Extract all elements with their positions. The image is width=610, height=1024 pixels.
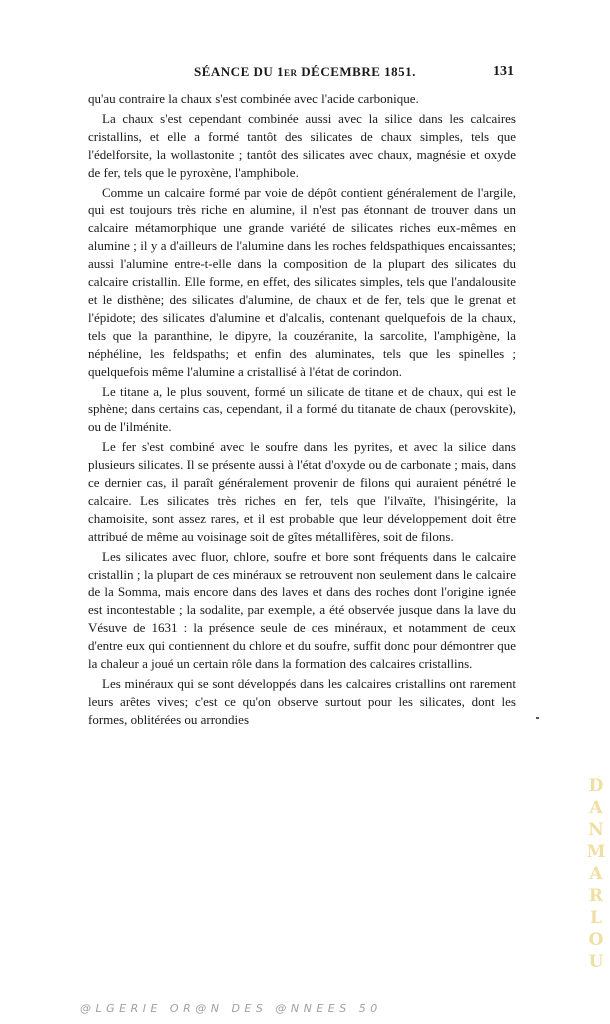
paragraph: La chaux s'est cependant combinée aussi avec la silice dans les calcaires cristallins, et elle a formé tantôt des silicates de chaux simples, tels que l'édelforsite, la wollastonite ; tantôt des silicates avec chaux, magnésie et oxyde de fer, tels que le pyroxène, l'amphibole.: [88, 110, 516, 180]
paragraph: Le fer s'est combiné avec le soufre dans les pyrites, et avec la silice dans plusieurs silicates. Il se présente aussi à l'état d'oxyde ou de carbonate ; mais, dans ce dernier cas, il paraît généralement provenir de filons qui auraient pénétré le calcaire. Les silicates très riches en fer, tels que l'ilvaïte, l'hisingérite, la chamoisite, sont assez rares, et il est probable que leur développement doit être attribué de même au voisinage soit de gîtes métallifères, soit de filons.: [88, 439, 516, 544]
page-number: 131: [493, 64, 514, 79]
header-title: SÉANCE DU 1er DÉCEMBRE 1851.: [194, 64, 416, 79]
running-header: [88, 64, 516, 84]
paragraph: Les minéraux qui se sont développés dans les calcaires cristallins ont rarement leurs arêtes vives; c'est ce qu'on observe surtout pour les silicates, dont les formes, oblitérées ou arrondies: [88, 676, 516, 727]
paragraph: Comme un calcaire formé par voie de dépôt contient généralement de l'argile, qui est toujours très riche en alumine, il n'est pas étonnant de trouver dans un calcaire métamorphique une grande variété de silicates riches eux-mêmes en alumine ; il y a d'ailleurs de l'alumine dans les roches feldspathiques encaissantes; aussi l'alumine entre-t-elle dans la composition de la plupart des silicates du calcaire cristallin. Elle forme, en effet, des silicates simples, tels que l'andalousite et le disthène; des silicates d'alumine, de chaux et de fer, tels que le grenat et l'épidote; des silicates d'alumine et d'alcalis, contenant quelquefois de la chaux, tels que la paranthine, le dipyre, la couzéranite, la sarcolite, l'amphigène, la néphéline, les feldspaths; et enfin des aluminates, tels que les spinelles ; quelquefois même l'alumine a cristallisé à l'état de corindon.: [88, 184, 516, 379]
side-watermark: DANMARLOU: [586, 776, 606, 974]
paragraph: Le titane a, le plus souvent, formé un silicate de titane et de chaux, qui est le sphène; dans certains cas, cependant, il a formé du titanate de chaux (perovskite), ou de l'ilménite.: [88, 383, 516, 435]
paragraph: qu'au contraire la chaux s'est combinée avec l'acide carbonique.: [88, 91, 419, 106]
footer-watermark: @LGERIE OR@N DES @NNEES 50: [80, 1002, 382, 1015]
ink-speck: [536, 717, 539, 719]
paragraph: Les silicates avec fluor, chlore, soufre et bore sont fréquents dans le calcaire cristallin ; la plupart de ces minéraux se retrouvent non seulement dans le calcaire de la Somma, mais encore dans des laves et dans des roches dont l'origine ignée est incontestable ; la sodalite, par exemple, a été observée jusque dans la lave du Vésuve de 1631 : la présence seule de ces minéraux, et notamment de ceux d'entre eux qui contiennent du chlore et du soufre, suffit donc pour démontrer que la chaleur a joué un certain rôle dans la formation des calcaires cristallins.: [88, 548, 516, 672]
body-text: [88, 90, 516, 731]
